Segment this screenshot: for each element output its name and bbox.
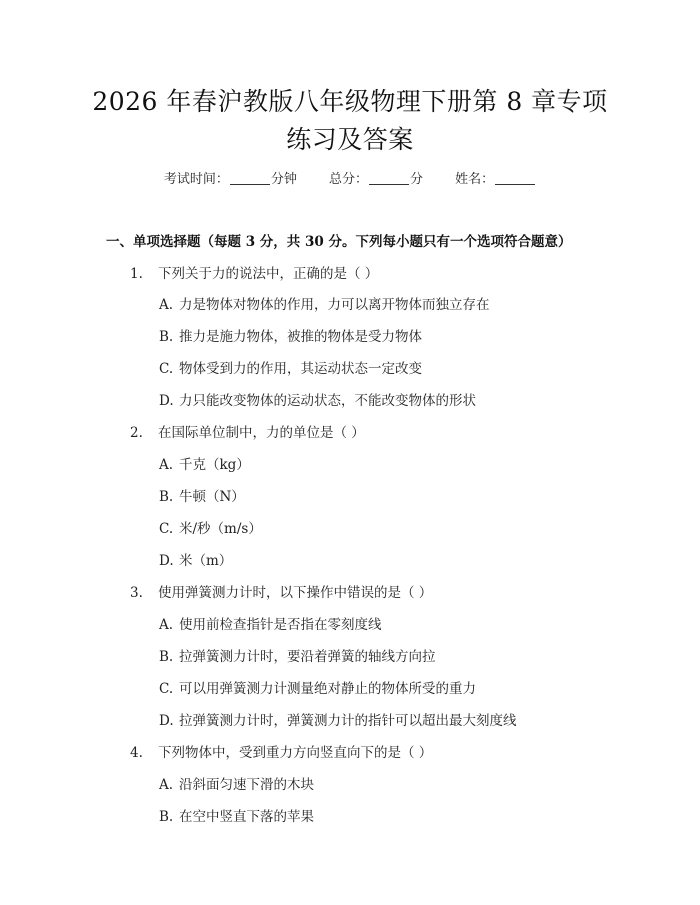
option-text: 米（m） (179, 553, 233, 569)
option-3b (159, 645, 436, 665)
option-3d (159, 709, 517, 729)
exam-time-field (164, 172, 301, 187)
option-2b (159, 485, 245, 505)
option-letter: B. (159, 489, 174, 505)
option-text: 沿斜面匀速下滑的木块 (179, 777, 314, 793)
option-1d (159, 389, 476, 409)
option-letter: D. (159, 393, 174, 409)
option-4a (159, 773, 314, 793)
document-title-line-2: 练习及答案 (286, 125, 414, 154)
question-number: 2. (130, 425, 143, 441)
question-text: 下列物体中，受到重力方向竖直向下的是（ ） (158, 745, 433, 761)
exam-time-label: 考试时间： (163, 172, 229, 187)
option-1c (159, 357, 422, 377)
total-score-field (329, 172, 427, 187)
student-name-label: 姓名： (455, 172, 495, 187)
option-text: 力只能改变物体的运动状态，不能改变物体的形状 (179, 393, 476, 409)
option-letter: C. (159, 521, 174, 537)
option-letter: C. (159, 361, 174, 377)
exam-info-line (0, 168, 700, 187)
option-3c (159, 677, 476, 697)
option-text: 使用前检查指针是否指在零刻度线 (179, 617, 382, 633)
option-text: 推力是施力物体，被推的物体是受力物体 (179, 329, 422, 345)
student-name-field (455, 172, 536, 187)
option-letter: B. (159, 649, 174, 665)
question-text: 使用弹簧测力计时，以下操作中错误的是（ ） (158, 585, 433, 601)
exam-time-unit: 分钟 (270, 172, 297, 187)
option-1b (159, 325, 422, 345)
option-letter: A. (159, 617, 174, 633)
question-number: 4. (130, 745, 143, 761)
option-1a (159, 293, 490, 313)
question-3 (130, 581, 432, 601)
option-4b (159, 805, 314, 825)
option-text: 千克（kg） (179, 457, 250, 473)
option-2d (159, 549, 232, 569)
option-letter: D. (159, 713, 174, 729)
option-text: 拉弹簧测力计时，要沿着弹簧的轴线方向拉 (179, 649, 436, 665)
option-letter: B. (159, 809, 174, 825)
section-heading: 一、单项选择题（每题 3 分，共 30 分。下列每小题只有一个选项符合题意） (106, 234, 572, 250)
question-4 (130, 741, 432, 761)
option-letter: A. (159, 457, 174, 473)
option-letter: C. (159, 681, 174, 697)
option-letter: A. (159, 297, 174, 313)
option-letter: D. (159, 553, 174, 569)
student-name-blank (495, 172, 535, 185)
exam-time-blank (230, 172, 270, 185)
option-2c (159, 517, 262, 537)
total-score-unit: 分 (410, 172, 424, 187)
option-text: 米/秒（m/s） (179, 521, 262, 537)
question-2 (130, 421, 365, 441)
total-score-label: 总分： (328, 172, 368, 187)
question-text: 在国际单位制中，力的单位是（ ） (158, 425, 365, 441)
question-number: 1. (130, 266, 143, 282)
option-text: 牛顿（N） (179, 489, 245, 505)
question-number: 3. (130, 585, 143, 601)
option-2a (159, 453, 250, 473)
option-letter: A. (159, 777, 174, 793)
option-text: 在空中竖直下落的苹果 (179, 809, 314, 825)
question-text: 下列关于力的说法中，正确的是（ ） (158, 266, 379, 282)
total-score-blank (369, 172, 409, 185)
option-text: 可以用弹簧测力计测量绝对静止的物体所受的重力 (179, 681, 476, 697)
document-title-line-1: 2026 年春沪教版八年级物理下册第 8 章专项 (92, 87, 608, 116)
option-text: 力是物体对物体的作用，力可以离开物体而独立存在 (179, 297, 490, 313)
option-3a (159, 613, 382, 633)
option-text: 物体受到力的作用，其运动状态一定改变 (179, 361, 422, 377)
option-letter: B. (159, 329, 174, 345)
question-1 (130, 262, 378, 282)
option-text: 拉弹簧测力计时，弹簧测力计的指针可以超出最大刻度线 (179, 713, 517, 729)
